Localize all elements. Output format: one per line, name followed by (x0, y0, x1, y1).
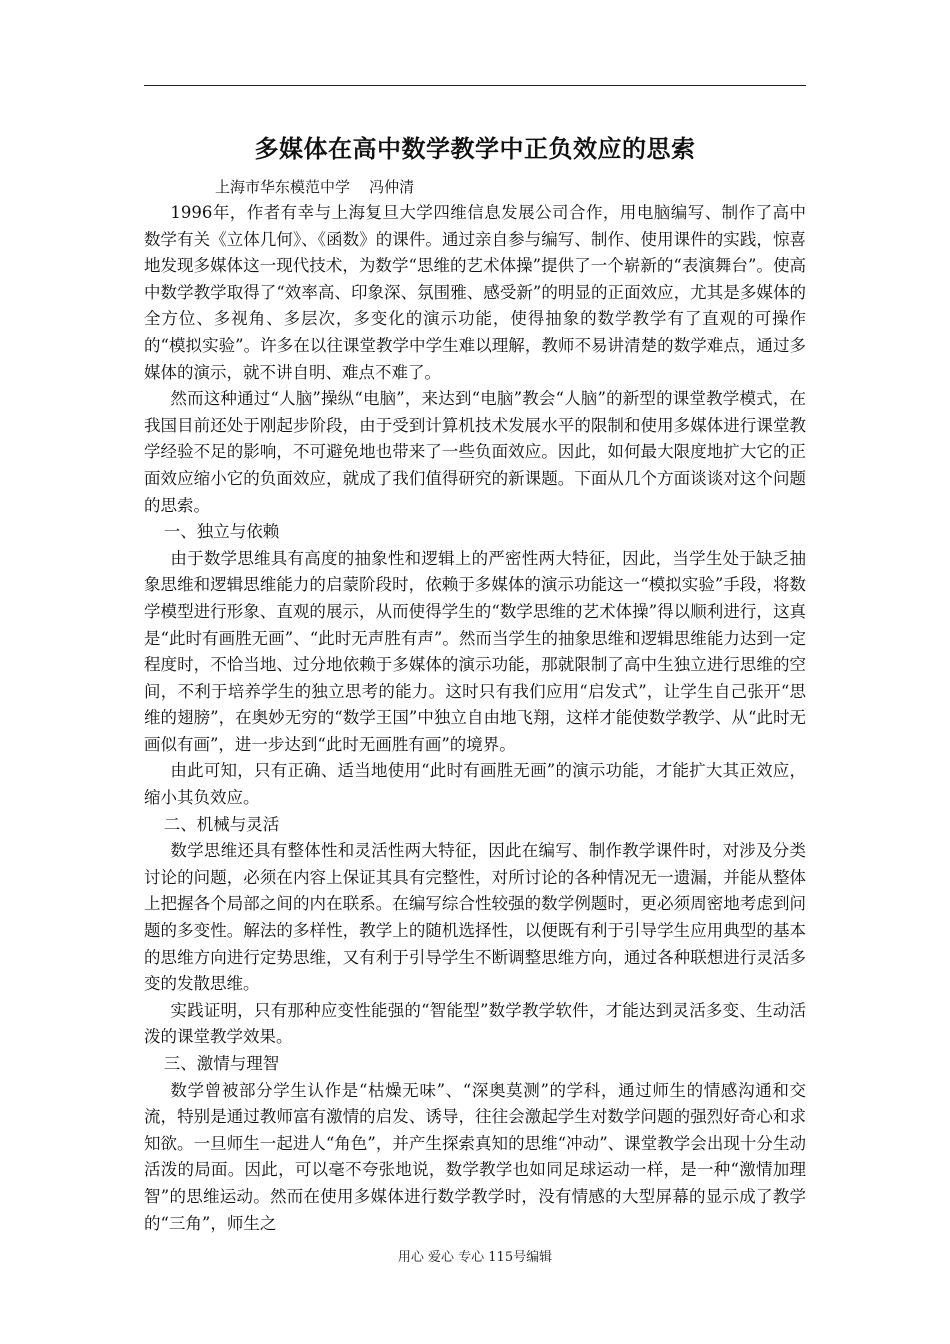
paragraph-flexibility: 数学思维还具有整体性和灵活性两大特征，因此在编写、制作教学课件时，对涉及分类讨论的问题，必须在内容上保证其具有完整性，对所讨论的各种情况无一遗漏，并能从整体上把握各个局部之间的内在联系。在编写综合性较强的数学例题时，更必须周密地考虑到问题的多变性。解法的多样性，教学上的随机选择性，以便既有利于引导学生应用典型的基本的思维方向进行定势思维，又有利于引导学生不断调整思维方向，通过各种联想进行灵活多变的发散思维。 (144, 841, 806, 994)
section-heading-flexibility: 二、机械与灵活 (163, 814, 280, 834)
paragraph-context: 然而这种通过“人脑”操纵“电脑”，来达到“电脑”教会“人脑”的新型的课堂教学模式，在我国目前还处于刚起步阶段，由于受到计算机技术发展水平的限制和使用多媒体进行课堂教学经验不足的影响，不可避免地也带来了一些负面效应。因此，如何最大限度地扩大它的正面效应缩小它的负面效应，就成了我们值得研究的新课题。下面从几个方面谈谈对这个问题的思索。 (144, 389, 806, 515)
article-body (144, 200, 806, 1237)
section-heading-independence: 一、独立与依赖 (163, 522, 280, 542)
paragraph-passion: 数学曾被部分学生认作是“枯燥无味”、“深奥莫测”的学科，通过师生的情感沟通和交流，特别是通过教师富有激情的启发、诱导，往往会激起学生对数学问题的强烈好奇心和求知欲。一旦师生一起进人“角色”，并产生探索真知的思维“冲动”、课堂教学会出现十分生动活泼的局面。因此，可以毫不夸张地说，数学教学也如同足球运动一样，是一种“激情加理智”的思维运动。然而在使用多媒体进行数学教学时，没有情感的大型屏幕的显示成了教学的“三角”，师生之 (144, 1080, 806, 1233)
header-rule (144, 85, 806, 86)
paragraph-independence: 由于数学思维具有高度的抽象性和逻辑上的严密性两大特征，因此，当学生处于缺乏抽象思维和逻辑思维能力的启蒙阶段时，依赖于多媒体的演示功能这一“模拟实验”手段，将数学模型进行形象、直观的展示，从而使得学生的“数学思维的艺术体操”得以顺利进行，这真是“此时有画胜无画”、“此时无声胜有声”。然而当学生的抽象思维和逻辑思维能力达到一定程度时，不恰当地、过分地依赖于多媒体的演示功能，那就限制了高中生独立进行思维的空间，不利于培养学生的独立思考的能力。这时只有我们应用“启发式”，让学生自己张开“思维的翅膀”，在奥妙无穷的“数学王国”中独立自由地飞翔，这样才能使数学教学、从“此时无画似有画”，进一步达到“此时无画胜有画”的境界。 (144, 548, 806, 754)
paragraph-independence-conclusion: 由此可知，只有正确、适当地使用“此时有画胜无画”的演示功能，才能扩大其正效应，缩小其负效应。 (144, 761, 806, 808)
page-title: 多媒体在高中数学教学中正负效应的思索 (254, 135, 696, 163)
page-footer: 用心 爱心 专心 115号编辑 (397, 1250, 553, 1265)
author-byline: 上海市华东模范中学 冯仲清 (215, 178, 415, 196)
section-heading-passion: 三、激情与理智 (163, 1054, 280, 1073)
paragraph-intro: 1996年，作者有幸与上海复旦大学四维信息发展公司合作，用电脑编写、制作了高中数学有关《立体几何》、《函数》的课件。通过亲自参与编写、制作、使用课件的实践，惊喜地发现多媒体这一现代技术，为数学“思维的艺术体操”提供了一个崭新的“表演舞台”。使高中数学教学取得了“效率高、印象深、氛围雅、感受新”的明显的正面效应，尤其是多媒体的全方位、多视角、多层次，多变化的演示功能，使得抽象的数学教学有了直观的可操作的“模拟实验”。许多在以往课堂教学中学生难以理解，教师不易讲清楚的数学难点，通过多媒体的演示，就不讲自明、难点不难了。 (144, 203, 806, 382)
paragraph-flexibility-conclusion: 实践证明，只有那种应变性能强的“智能型”数学教学软件，才能达到灵活多变、生动活泼的课堂教学效果。 (144, 1000, 806, 1047)
